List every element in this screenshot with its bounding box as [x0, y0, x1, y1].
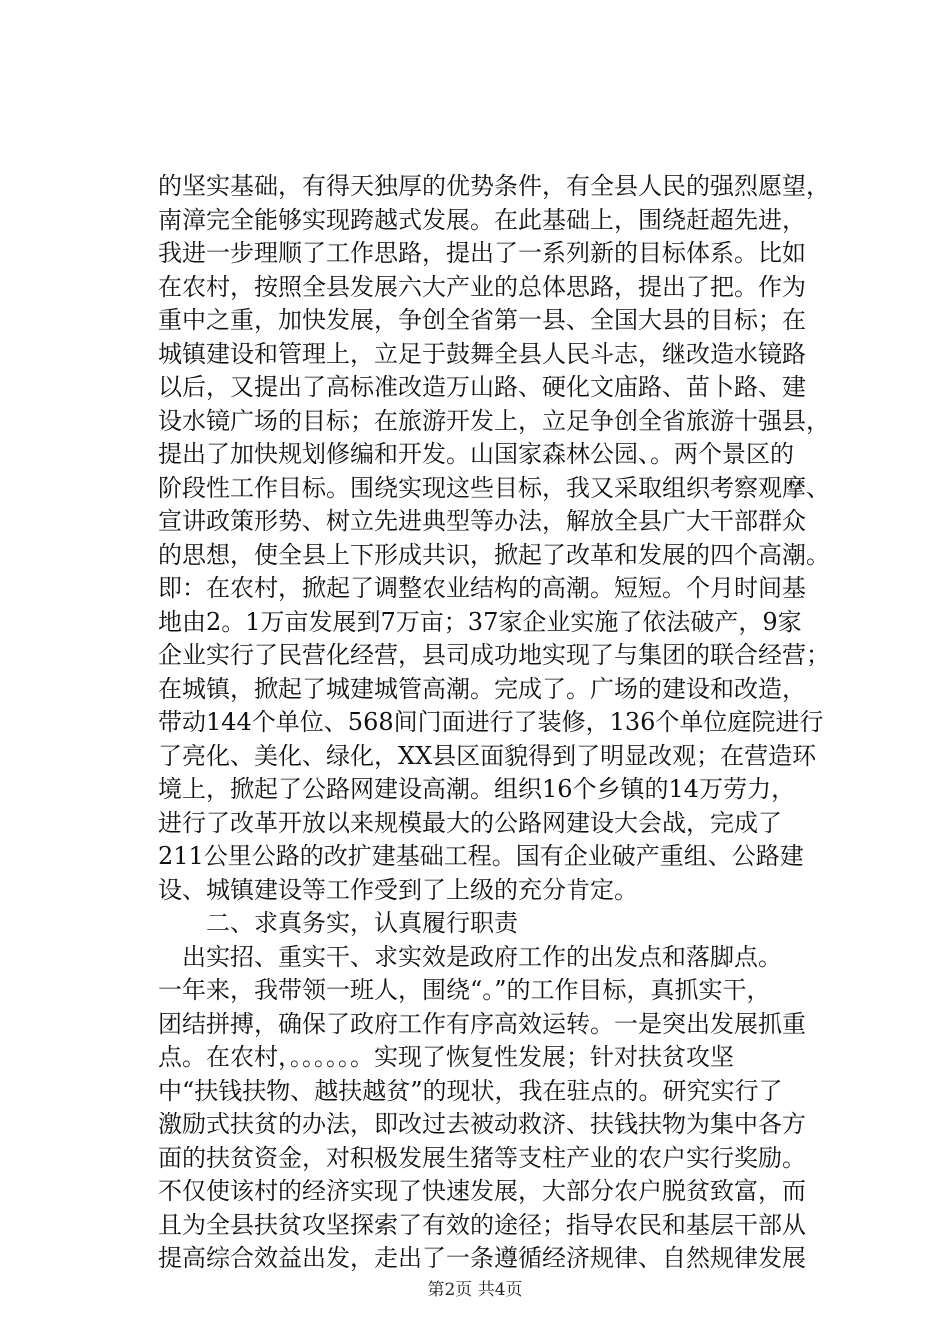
text-line: 出实招、重实干、求实效是政府工作的出发点和落脚点。	[182, 942, 782, 971]
text-line: 在农村，按照全县发展六大产业的总体思路，提出了把。作为	[158, 272, 806, 301]
text-line: 团结拼搏，确保了政府工作有序高效运转。一是突出发展抓重	[158, 1009, 806, 1038]
section-heading: 二、求真务实，认真履行职责	[206, 909, 518, 937]
text-line: 在城镇，掀起了城建城管高潮。完成了。广场的建设和改造，	[158, 674, 806, 703]
text-line: 设水镜广场的目标；在旅游开发上，立足争创全省旅游十强县，	[158, 406, 830, 435]
text-line: 的思想，使全县上下形成共识，掀起了改革和发展的四个高潮。	[158, 540, 830, 569]
text-line: 一年来，我带领一班人，围绕“。”的工作目标，真抓实干，	[158, 976, 771, 1004]
text-line: 重中之重，加快发展，争创全省第一县、全国大县的目标；在	[158, 306, 806, 334]
text-line: 中“扶钱扶物、越扶越贫”的现状，我在驻点的。研究实行了	[158, 1076, 783, 1105]
text-line: 设、城镇建设等工作受到了上级的充分肯定。	[158, 875, 638, 904]
text-line: 不仅使该村的经济实现了快速发展，大部分农户脱贫致富，而	[158, 1177, 806, 1205]
text-line: 城镇建设和管理上，立足于鼓舞全县人民斗志，继改造水镜路	[158, 339, 806, 368]
text-line: 南漳完全能够实现跨越式发展。在此基础上，围绕赶超先进，	[158, 205, 806, 234]
text-line: 激励式扶贫的办法，即改过去被动救济、扶钱扶物为集中各方	[158, 1110, 806, 1138]
text-line: 点。在农村，。。。。。。实现了恢复性发展；针对扶贫攻坚	[158, 1043, 734, 1071]
text-line: 的坚实基础，有得天独厚的优势条件，有全县人民的强烈愿望，	[158, 172, 830, 200]
text-line: 企业实行了民营化经营，县司成功地实现了与集团的联合经营；	[158, 641, 830, 669]
text-line: 境上，掀起了公路网建设高潮。组织16个乡镇的14万劳力，	[158, 775, 796, 803]
body-text	[158, 170, 838, 1276]
page-number-footer: 第2页 共4页	[427, 1280, 523, 1300]
text-line: 211公里公路的改扩建基础工程。国有企业破产重组、公路建	[158, 842, 804, 870]
text-line: 提高综合效益出发，走出了一条遵循经济规律、自然规律发展	[158, 1244, 806, 1272]
text-line: 阶段性工作目标。围绕实现这些目标，我又采取组织考察观摩、	[158, 473, 830, 502]
text-line: 进行了改革开放以来规模最大的公路网建设大会战，完成了	[158, 808, 782, 837]
text-line: 了亮化、美化、绿化，XX县区面貌得到了明显改观；在营造环	[158, 741, 817, 770]
text-line: 宣讲政策形势、树立先进典型等办法，解放全县广大干部群众	[158, 507, 806, 535]
text-line: 以后，又提出了高标准改造万山路、硬化文庙路、苗卜路、建	[158, 373, 806, 401]
text-line: 带动144个单位、568间门面进行了装修，136个单位庭院进行	[158, 708, 824, 736]
text-line: 即：在农村，掀起了调整农业结构的高潮。短短。个月时间基	[158, 574, 806, 602]
text-line: 面的扶贫资金，对积极发展生猪等支柱产业的农户实行奖励。	[158, 1143, 806, 1172]
text-line: 提出了加快规划修编和开发。山国家森林公园、。两个景区的	[158, 440, 794, 468]
text-line: 我进一步理顺了工作思路，提出了一系列新的目标体系。比如	[158, 239, 806, 267]
text-line: 地由2。1万亩发展到7万亩；37家企业实施了依法破产，9家	[158, 607, 802, 636]
text-line: 且为全县扶贫攻坚探索了有效的途径；指导农民和基层干部从	[158, 1210, 806, 1239]
